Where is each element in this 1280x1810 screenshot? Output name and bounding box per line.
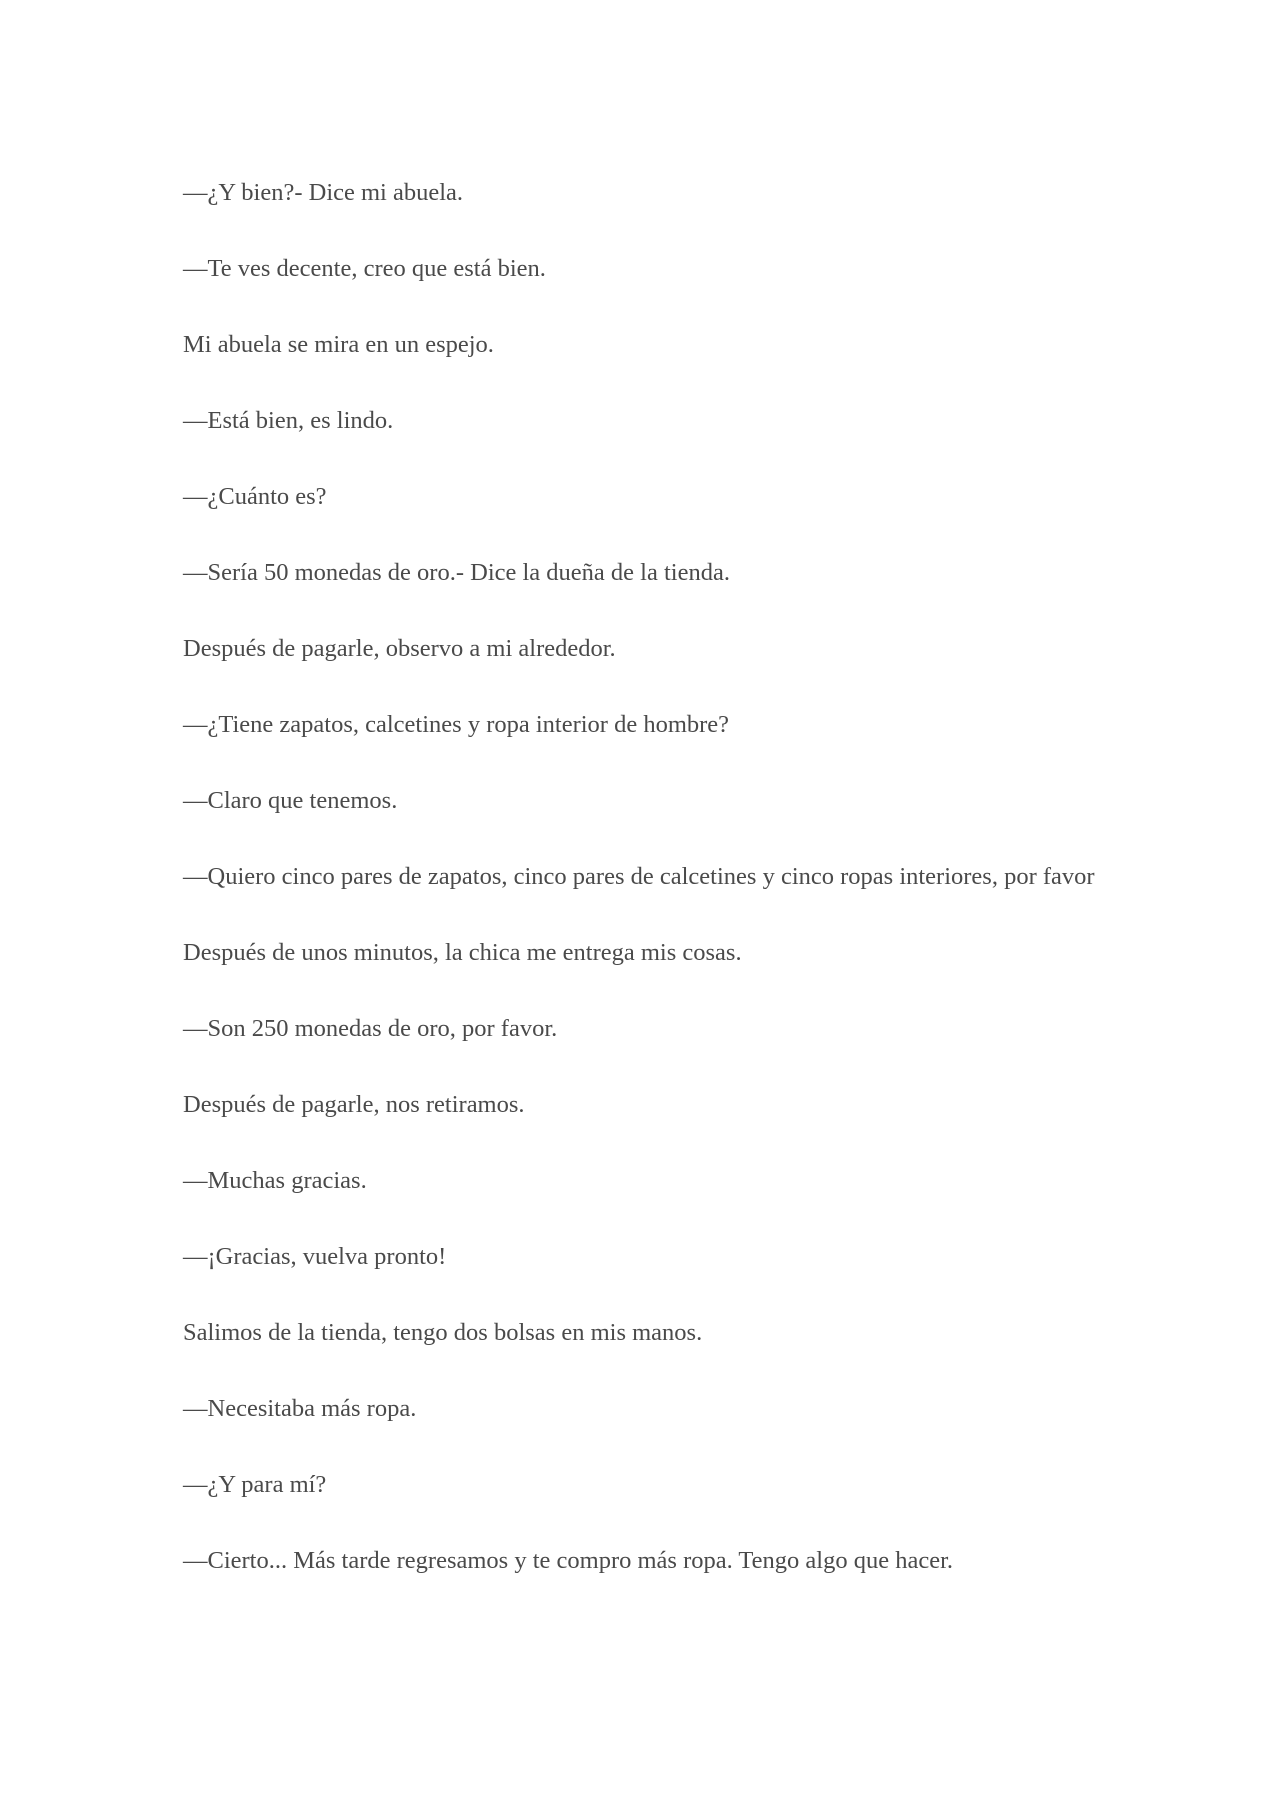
paragraph: —Te ves decente, creo que está bien. — [183, 255, 546, 282]
paragraph: —¿Y para mí? — [183, 1471, 327, 1498]
paragraph: Salimos de la tienda, tengo dos bolsas en mis manos. — [183, 1319, 703, 1346]
paragraph: —Cierto... Más tarde regresamos y te compro más ropa. Tengo algo que hacer. — [183, 1547, 954, 1574]
paragraph: —Son 250 monedas de oro, por favor. — [183, 1015, 558, 1042]
paragraph: —Necesitaba más ropa. — [183, 1395, 417, 1422]
paragraph: —Claro que tenemos. — [183, 787, 398, 814]
paragraph: —¡Gracias, vuelva pronto! — [183, 1243, 447, 1270]
paragraph: —Quiero cinco pares de zapatos, cinco pares de calcetines y cinco ropas interiores, por favor — [183, 863, 1095, 890]
paragraph: —¿Y bien?- Dice mi abuela. — [183, 179, 464, 206]
paragraph: —¿Tiene zapatos, calcetines y ropa interior de hombre? — [183, 711, 730, 738]
paragraph: —Muchas gracias. — [183, 1167, 367, 1194]
paragraph: Después de pagarle, nos retiramos. — [183, 1091, 525, 1118]
paragraph: —Sería 50 monedas de oro.- Dice la dueña de la tienda. — [183, 559, 730, 586]
paragraph: —¿Cuánto es? — [183, 483, 327, 510]
paragraph: Después de pagarle, observo a mi alrededor. — [183, 635, 616, 662]
text-body — [183, 178, 1103, 1622]
paragraph: Mi abuela se mira en un espejo. — [183, 331, 494, 358]
paragraph: —Está bien, es lindo. — [183, 407, 394, 434]
paragraph: Después de unos minutos, la chica me entrega mis cosas. — [183, 939, 742, 966]
